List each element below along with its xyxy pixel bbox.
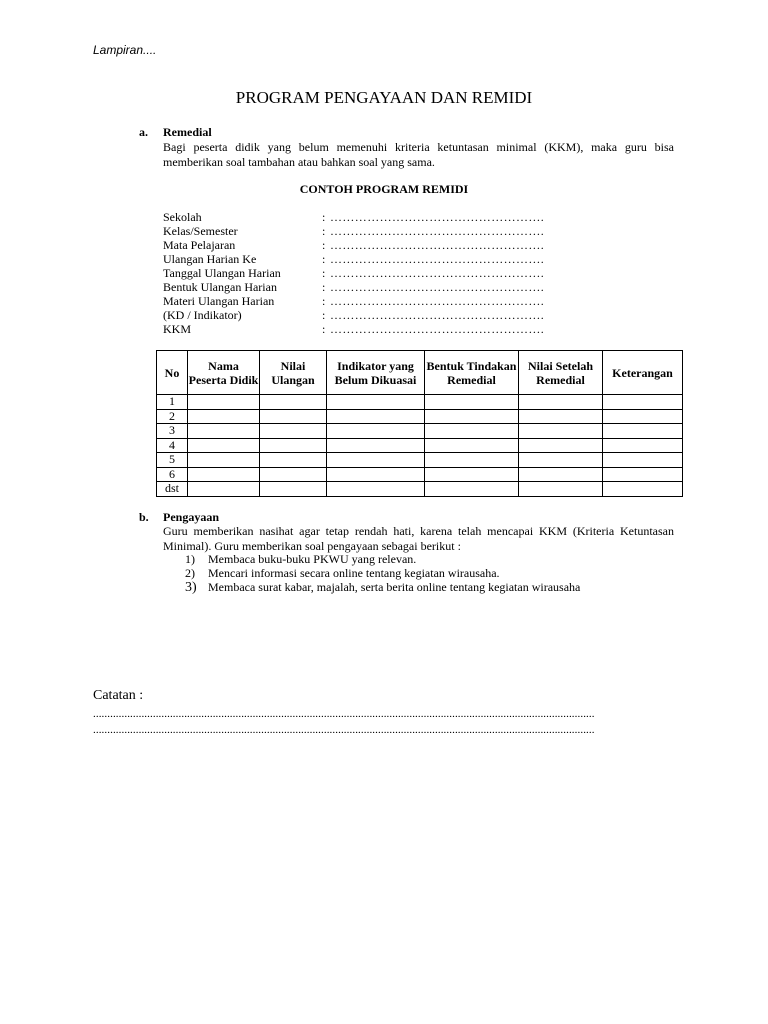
section-b-letter: b.	[139, 510, 149, 524]
field-colon: :	[322, 224, 326, 238]
table-cell	[327, 438, 425, 453]
table-cell	[327, 424, 425, 439]
field-colon: :	[322, 238, 326, 252]
table-cell	[425, 482, 519, 497]
row-number: 5	[157, 453, 188, 468]
field-label: (KD / Indikator)	[163, 308, 242, 322]
field-value-dots: …………………………………………….	[330, 294, 545, 308]
program-remidi-subtitle: CONTOH PROGRAM REMIDI	[299, 182, 469, 196]
table-cell	[425, 467, 519, 482]
table-row	[157, 409, 683, 424]
table-cell	[327, 409, 425, 424]
section-a-text: Bagi peserta didik yang belum memenuhi kriteria ketuntasan minimal (KKM), maka guru bisa memberikan soal tambahan atau bahkan soal yang sama.	[163, 140, 674, 169]
row-number: dst	[157, 482, 188, 497]
list-item-text: Membaca buku-buku PKWU yang relevan.	[208, 552, 417, 566]
field-value-dots: …………………………………………….	[330, 322, 545, 336]
list-item	[185, 552, 580, 566]
catatan-label: Catatan :	[93, 688, 144, 703]
table-cell	[519, 467, 603, 482]
page-title: PROGRAM PENGAYAAN DAN REMIDI	[235, 88, 533, 107]
field-label: Bentuk Ulangan Harian	[163, 280, 277, 294]
table-cell	[188, 482, 260, 497]
table-cell	[519, 395, 603, 410]
field-colon: :	[322, 308, 326, 322]
list-item-text: Mencari informasi secara online tentang kegiatan wirausaha.	[208, 566, 500, 580]
table-cell	[519, 453, 603, 468]
table-cell	[603, 395, 683, 410]
column-header-nilai: Nilai Ulangan	[260, 351, 327, 395]
table-cell	[603, 424, 683, 439]
row-number: 6	[157, 467, 188, 482]
table-cell	[260, 482, 327, 497]
list-item-number: 3)	[185, 580, 197, 595]
catatan-line: ................................................................................................................................................................................	[93, 708, 595, 720]
table-cell	[603, 409, 683, 424]
pengayaan-list	[185, 552, 580, 594]
list-item-number: 1)	[185, 552, 195, 566]
field-colon: :	[322, 294, 326, 308]
table-row	[157, 438, 683, 453]
table-cell	[603, 453, 683, 468]
list-item-number: 2)	[185, 566, 195, 580]
row-number: 2	[157, 409, 188, 424]
field-value-dots: …………………………………………….	[330, 210, 545, 224]
section-a-title: Remedial	[163, 125, 212, 139]
field-label: Kelas/Semester	[163, 224, 238, 238]
table-cell	[188, 438, 260, 453]
column-header-bentuk: Bentuk Tindakan Remedial	[425, 351, 519, 395]
field-value-dots: …………………………………………….	[330, 224, 545, 238]
column-header-nilai-setelah: Nilai Setelah Remedial	[519, 351, 603, 395]
table-cell	[327, 467, 425, 482]
field-label: Ulangan Harian Ke	[163, 252, 257, 266]
table-cell	[188, 409, 260, 424]
field-colon: :	[322, 252, 326, 266]
table-cell	[327, 453, 425, 468]
table-row	[157, 424, 683, 439]
table-header-row	[157, 351, 683, 395]
table-row	[157, 467, 683, 482]
field-colon: :	[322, 322, 326, 336]
table-cell	[519, 438, 603, 453]
table-cell	[188, 424, 260, 439]
table-cell	[260, 424, 327, 439]
list-item-text: Membaca surat kabar, majalah, serta berita online tentang kegiatan wirausaha	[208, 580, 581, 594]
field-colon: :	[322, 266, 326, 280]
field-label: Materi Ulangan Harian	[163, 294, 275, 308]
table-cell	[188, 395, 260, 410]
table-cell	[603, 438, 683, 453]
field-label: KKM	[163, 322, 192, 336]
field-value-dots: …………………………………………….	[330, 308, 545, 322]
table-row	[157, 395, 683, 410]
table-cell	[260, 438, 327, 453]
section-b-text: Guru memberikan nasihat agar tetap rendah hati, karena telah mencapai KKM (Kriteria Ketuntasan Minimal). Guru memberikan soal pengayaan sebagai berikut :	[163, 524, 674, 553]
list-item	[185, 566, 580, 580]
table-cell	[519, 482, 603, 497]
field-colon: :	[322, 280, 326, 294]
table-cell	[603, 482, 683, 497]
table-row	[157, 453, 683, 468]
table-cell	[260, 453, 327, 468]
column-header-nama: Nama Peserta Didik	[188, 351, 260, 395]
table-cell	[188, 453, 260, 468]
remidi-table	[156, 350, 683, 497]
table-cell	[425, 424, 519, 439]
section-a-letter: a.	[139, 125, 148, 139]
table-cell	[425, 409, 519, 424]
field-value-dots: …………………………………………….	[330, 266, 545, 280]
lampiran-label: Lampiran....	[93, 43, 157, 57]
catatan-line: ................................................................................................................................................................................	[93, 724, 595, 736]
table-cell	[260, 395, 327, 410]
field-label: Sekolah	[163, 210, 202, 224]
table-cell	[603, 467, 683, 482]
field-value-dots: …………………………………………….	[330, 238, 545, 252]
field-label: Mata Pelajaran	[163, 238, 236, 252]
table-cell	[519, 409, 603, 424]
row-number: 4	[157, 438, 188, 453]
list-item	[185, 580, 580, 594]
row-number: 3	[157, 424, 188, 439]
field-label: Tanggal Ulangan Harian	[163, 266, 281, 280]
row-number: 1	[157, 395, 188, 410]
column-header-no: No	[157, 351, 188, 395]
table-row	[157, 482, 683, 497]
table-cell	[260, 467, 327, 482]
table-cell	[519, 424, 603, 439]
table-cell	[425, 395, 519, 410]
table-cell	[327, 482, 425, 497]
table-cell	[425, 438, 519, 453]
section-b-title: Pengayaan	[163, 510, 220, 524]
column-header-indikator: Indikator yang Belum Dikuasai	[327, 351, 425, 395]
table-cell	[425, 453, 519, 468]
field-value-dots: …………………………………………….	[330, 252, 545, 266]
table-cell	[260, 409, 327, 424]
field-value-dots: …………………………………………….	[330, 280, 545, 294]
table-cell	[188, 467, 260, 482]
field-colon: :	[322, 210, 326, 224]
column-header-keterangan: Keterangan	[603, 351, 683, 395]
table-cell	[327, 395, 425, 410]
